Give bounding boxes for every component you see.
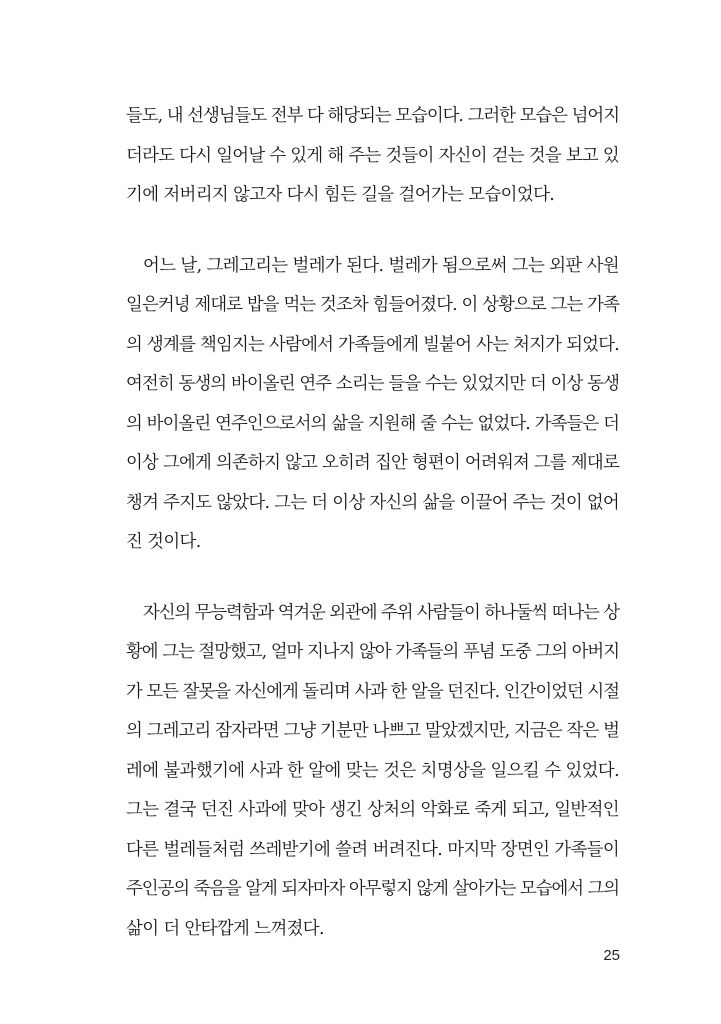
text-line: 의 생계를 책임지는 사람에서 가족들에게 빌붙어 사는 처지가 되었다. (126, 335, 619, 355)
text-line: 진 것이다. (126, 532, 201, 552)
text-line: 자신의 무능력함과 역겨운 외관에 주위 사람들이 하나둘씩 떠나는 상 (143, 603, 619, 623)
text-line: 의 그레고리 잠자라면 그냥 기분만 나쁘고 말았겠지만, 지금은 작은 벌 (126, 721, 619, 741)
page-number: 25 (603, 947, 620, 964)
text-line: 기에 저버리지 않고자 다시 힘든 길을 걸어가는 모습이었다. (126, 185, 555, 205)
text-line: 황에 그는 절망했고, 얼마 지나지 않아 가족들의 푸념 도중 그의 아버지 (126, 642, 619, 662)
text-line: 레에 불과했기에 사과 한 알에 맞는 것은 치명상을 일으킬 수 있었다. (126, 761, 619, 781)
text-line: 삶이 더 안타깝게 느껴졌다. (126, 919, 324, 939)
text-line: 주인공의 죽음을 알게 되자마자 아무렇지 않게 살아가는 모습에서 그의 (126, 879, 619, 899)
text-line: 어느 날, 그레고리는 벌레가 된다. 벌레가 됨으로써 그는 외판 사원 (143, 256, 619, 276)
text-line: 그는 결국 던진 사과에 맞아 생긴 상처의 악화로 죽게 되고, 일반적인 (126, 800, 619, 820)
text-line: 더라도 다시 일어날 수 있게 해 주는 것들이 자신이 걷는 것을 보고 있 (126, 146, 619, 166)
text-line: 일은커녕 제대로 밥을 먹는 것조차 힘들어졌다. 이 상황으로 그는 가족 (126, 295, 619, 315)
text-line: 다른 벌레들처럼 쓰레받기에 쓸려 버려진다. 마지막 장면인 가족들이 (126, 840, 619, 860)
text-line: 의 바이올린 연주인으로서의 삶을 지원해 줄 수는 없었다. 가족들은 더 (126, 414, 619, 434)
text-line: 이상 그에게 의존하지 않고 오히려 집안 형편이 어려워져 그를 제대로 (126, 453, 619, 473)
text-line: 여전히 동생의 바이올린 연주 소리는 들을 수는 있었지만 더 이상 동생 (126, 374, 619, 394)
text-line: 가 모든 잘못을 자신에게 돌리며 사과 한 알을 던진다. 인간이었던 시절 (126, 682, 619, 702)
text-line: 들도, 내 선생님들도 전부 다 해당되는 모습이다. 그러한 모습은 넘어지 (126, 106, 619, 126)
text-line: 챙겨 주지도 않았다. 그는 더 이상 자신의 삶을 이끌어 주는 것이 없어 (126, 493, 619, 513)
